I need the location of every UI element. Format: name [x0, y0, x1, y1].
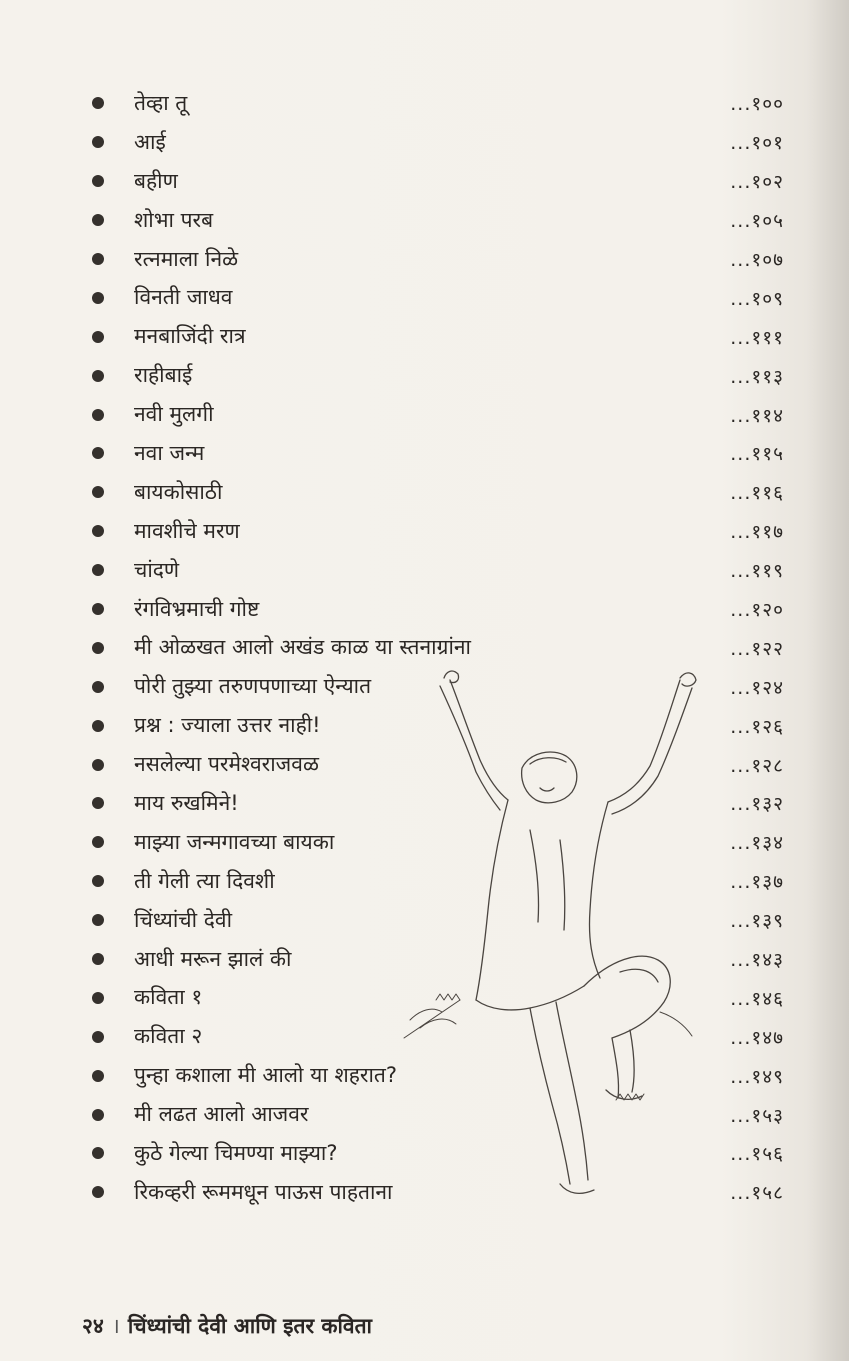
toc-entry-page: ...१५६	[730, 1143, 784, 1166]
toc-entry	[92, 745, 792, 784]
toc-entry	[92, 473, 792, 512]
toc-entry	[92, 317, 792, 356]
bullet-icon	[92, 486, 104, 498]
toc-entry-page: ...१३९	[730, 910, 784, 933]
toc-entry-title: आई	[134, 129, 166, 154]
toc-entry-page: ...१४७	[730, 1026, 784, 1049]
toc-entry-page: ...१४३	[730, 949, 784, 972]
toc-entry-title: चांदणे	[134, 557, 180, 582]
toc-entry	[92, 862, 792, 901]
page-footer	[82, 1312, 372, 1340]
toc-entry	[92, 901, 792, 940]
toc-entry	[92, 395, 792, 434]
table-of-contents	[92, 84, 792, 1212]
toc-entry-page: ...१५३	[730, 1104, 784, 1127]
bullet-icon	[92, 175, 104, 187]
toc-entry-page: ...१२६	[730, 715, 784, 738]
toc-entry-title: मनबाजिंदी रात्र	[134, 324, 246, 349]
bullet-icon	[92, 1147, 104, 1159]
toc-entry	[92, 512, 792, 551]
toc-entry	[92, 201, 792, 240]
bullet-icon	[92, 447, 104, 459]
toc-entry-title: बहीण	[134, 168, 178, 193]
toc-entry-title: माझ्या जन्मगावच्या बायका	[134, 829, 335, 854]
bullet-icon	[92, 1186, 104, 1198]
toc-entry-page: ...१३७	[730, 871, 784, 894]
toc-entry-title: नवी मुलगी	[134, 402, 214, 427]
toc-entry-title: ती गेली त्या दिवशी	[134, 868, 275, 893]
toc-entry-page: ...१०२	[730, 171, 784, 194]
toc-entry-title: कविता १	[134, 985, 203, 1010]
toc-entry	[92, 123, 792, 162]
toc-entry	[92, 162, 792, 201]
toc-entry-page: ...११६	[730, 482, 784, 505]
toc-entry-page: ...१४९	[730, 1065, 784, 1088]
toc-entry-title: बायकोसाठी	[134, 479, 223, 504]
bullet-icon	[92, 875, 104, 887]
bullet-icon	[92, 1031, 104, 1043]
toc-entry-page: ...१४६	[730, 987, 784, 1010]
toc-entry	[92, 84, 792, 123]
toc-entry	[92, 1173, 792, 1212]
toc-entry-title: रंगविभ्रमाची गोष्ट	[134, 596, 260, 621]
bullet-icon	[92, 292, 104, 304]
toc-entry	[92, 706, 792, 745]
bullet-icon	[92, 914, 104, 926]
toc-entry-page: ...१२४	[730, 676, 784, 699]
toc-entry	[92, 667, 792, 706]
bullet-icon	[92, 642, 104, 654]
bullet-icon	[92, 720, 104, 732]
toc-entry	[92, 940, 792, 979]
toc-entry-title: कविता २	[134, 1024, 203, 1049]
toc-entry-page: ...११५	[730, 443, 784, 466]
toc-entry-title: पोरी तुझ्या तरुणपणाच्या ऐन्यात	[134, 674, 372, 699]
bullet-icon	[92, 97, 104, 109]
bullet-icon	[92, 797, 104, 809]
toc-entry-title: चिंध्यांची देवी	[134, 907, 233, 932]
toc-entry-title: रत्नमाला निळे	[134, 246, 239, 271]
bullet-icon	[92, 331, 104, 343]
toc-entry-page: ...११३	[730, 365, 784, 388]
toc-entry-page: ...११७	[730, 521, 784, 544]
toc-entry-page: ...१३४	[730, 832, 784, 855]
toc-entry-title: नवा जन्म	[134, 440, 205, 465]
toc-entry-page: ...१५८	[730, 1182, 784, 1205]
bullet-icon	[92, 370, 104, 382]
bullet-icon	[92, 409, 104, 421]
bullet-icon	[92, 681, 104, 693]
page-number: २४	[82, 1314, 104, 1338]
toc-entry	[92, 628, 792, 667]
toc-entry-page: ...१०७	[730, 249, 784, 271]
toc-entry-title: विनती जाधव	[134, 285, 233, 310]
toc-entry-title: राहीबाई	[134, 363, 193, 388]
toc-entry-title: कुठे गेल्या चिमण्या माझ्या?	[134, 1140, 338, 1165]
toc-entry	[92, 278, 792, 317]
toc-entry-title: मी ओळखत आलो अखंड काळ या स्तनाग्रांना	[134, 635, 471, 660]
toc-entry	[92, 356, 792, 395]
toc-entry-title: मी लढत आलो आजवर	[134, 1102, 309, 1127]
toc-entry-title: नसलेल्या परमेश्वराजवळ	[134, 752, 319, 777]
bullet-icon	[92, 953, 104, 965]
toc-entry-title: पुन्हा कशाला मी आलो या शहरात?	[134, 1063, 398, 1088]
toc-entry	[92, 551, 792, 590]
bullet-icon	[92, 1070, 104, 1082]
toc-entry-page: ...१२२	[730, 637, 784, 660]
toc-entry-page: ...१११	[730, 326, 784, 349]
bullet-icon	[92, 214, 104, 226]
toc-entry	[92, 434, 792, 473]
toc-entry-page: ...१२८	[730, 754, 784, 777]
toc-entry-title: आधी मरून झालं की	[134, 946, 292, 971]
toc-entry-page: ...१०१	[730, 132, 784, 155]
toc-entry-page: ...१२०	[730, 599, 784, 622]
toc-entry-page: ...१००	[730, 93, 784, 116]
toc-entry	[92, 240, 792, 279]
toc-entry-title: मावशीचे मरण	[134, 518, 240, 543]
toc-entry	[92, 1017, 792, 1056]
toc-entry	[92, 1134, 792, 1173]
toc-entry	[92, 978, 792, 1017]
toc-entry-page: ...१०५	[730, 210, 784, 233]
toc-entry	[92, 590, 792, 629]
toc-entry	[92, 784, 792, 823]
toc-entry	[92, 823, 792, 862]
toc-entry-page: ...१३२	[730, 793, 784, 816]
footer-separator: ।	[111, 1314, 120, 1338]
bullet-icon	[92, 1109, 104, 1121]
toc-entry	[92, 1095, 792, 1134]
toc-entry-title: तेव्हा तू	[134, 90, 188, 115]
bullet-icon	[92, 564, 104, 576]
bullet-icon	[92, 525, 104, 537]
toc-entry-title: प्रश्न : ज्याला उत्तर नाही!	[134, 713, 321, 738]
toc-entry	[92, 1056, 792, 1095]
bullet-icon	[92, 992, 104, 1004]
bullet-icon	[92, 603, 104, 615]
bullet-icon	[92, 136, 104, 148]
toc-entry-title: शोभा परब	[134, 207, 214, 232]
toc-entry-page: ...११९	[730, 560, 784, 583]
toc-entry-page: ...१०९	[730, 287, 784, 310]
book-title: चिंध्यांची देवी आणि इतर कविता	[127, 1314, 372, 1338]
bullet-icon	[92, 253, 104, 265]
bullet-icon	[92, 759, 104, 771]
bullet-icon	[92, 836, 104, 848]
toc-entry-title: रिकव्हरी रूममधून पाऊस पाहताना	[134, 1179, 393, 1204]
toc-entry-title: माय रुखमिने!	[134, 790, 239, 815]
toc-entry-page: ...११४	[730, 404, 784, 427]
